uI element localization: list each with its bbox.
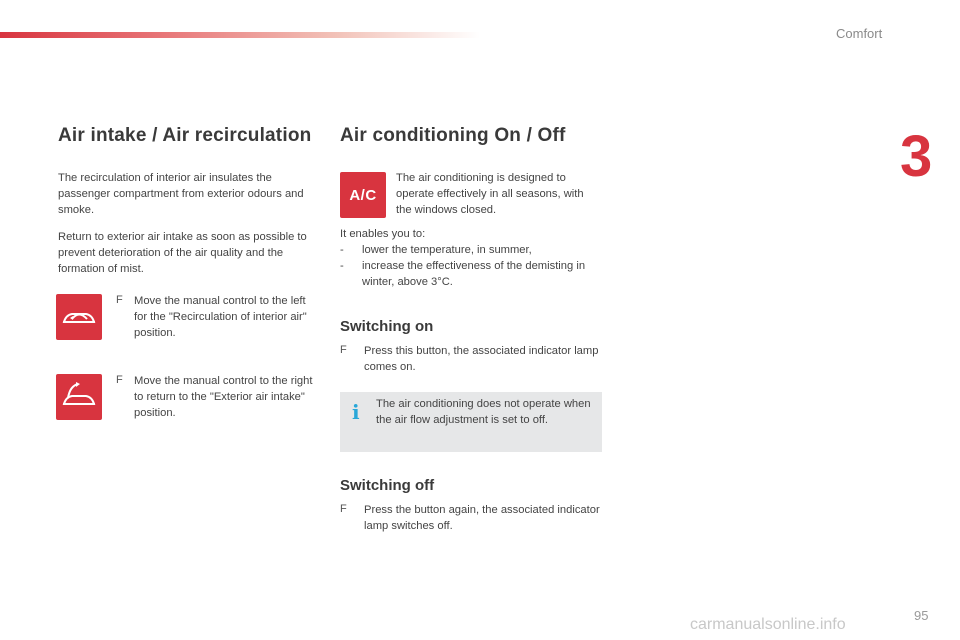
- bullet-4: F: [340, 503, 347, 515]
- enables-list: [340, 226, 610, 290]
- info-icon: i: [352, 400, 360, 424]
- page-number: 95: [914, 608, 929, 623]
- right-heading: Air conditioning On / Off: [340, 125, 566, 146]
- section-label: Comfort: [836, 26, 883, 41]
- left-heading: Air intake / Air recirculation: [58, 125, 312, 146]
- watermark: carmanualsonline.info: [690, 616, 846, 633]
- ac-intro: The air conditioning is designed to operate effectively in all seasons, with the windows closed.: [396, 172, 584, 216]
- ac-button-icon: [340, 172, 386, 218]
- switching-on-heading: Switching on: [340, 318, 434, 335]
- info-note: [340, 392, 602, 452]
- recirculation-icon: [56, 294, 102, 340]
- enables-lead: It enables you to:: [340, 228, 426, 240]
- step-recirculation: Move the manual control to the left for the "Recirculation of interior air" position.: [134, 295, 307, 339]
- switching-off-step: Press the button again, the associated indicator lamp switches off.: [364, 504, 600, 532]
- bullet-3: F: [340, 344, 347, 356]
- info-note-text: The air conditioning does not operate when the air flow adjustment is set to off.: [376, 398, 591, 426]
- switching-on-step: Press this button, the associated indicator lamp comes on.: [364, 345, 599, 373]
- step-exterior-air: Move the manual control to the right to return to the "Exterior air intake" position.: [134, 375, 313, 419]
- list-item: - lower the temperature, in summer,: [340, 244, 532, 256]
- list-item: - increase the effectiveness of the demisting in winter, above 3°C.: [340, 260, 586, 288]
- header-color-bar: [0, 32, 480, 38]
- switching-off-heading: Switching off: [340, 477, 435, 494]
- bullet-2: F: [116, 374, 123, 386]
- bullet-1: F: [116, 294, 123, 306]
- chapter-number: 3: [900, 124, 933, 189]
- ac-icon-label: A/C: [349, 186, 377, 204]
- left-paragraph-2: Return to exterior air intake as soon as possible to prevent deterioration of the air quality and the formation of mist.: [58, 231, 307, 275]
- exterior-air-icon: [56, 374, 102, 420]
- left-paragraph-1: The recirculation of interior air insulates the passenger compartment from exterior odours and smoke.: [58, 172, 304, 216]
